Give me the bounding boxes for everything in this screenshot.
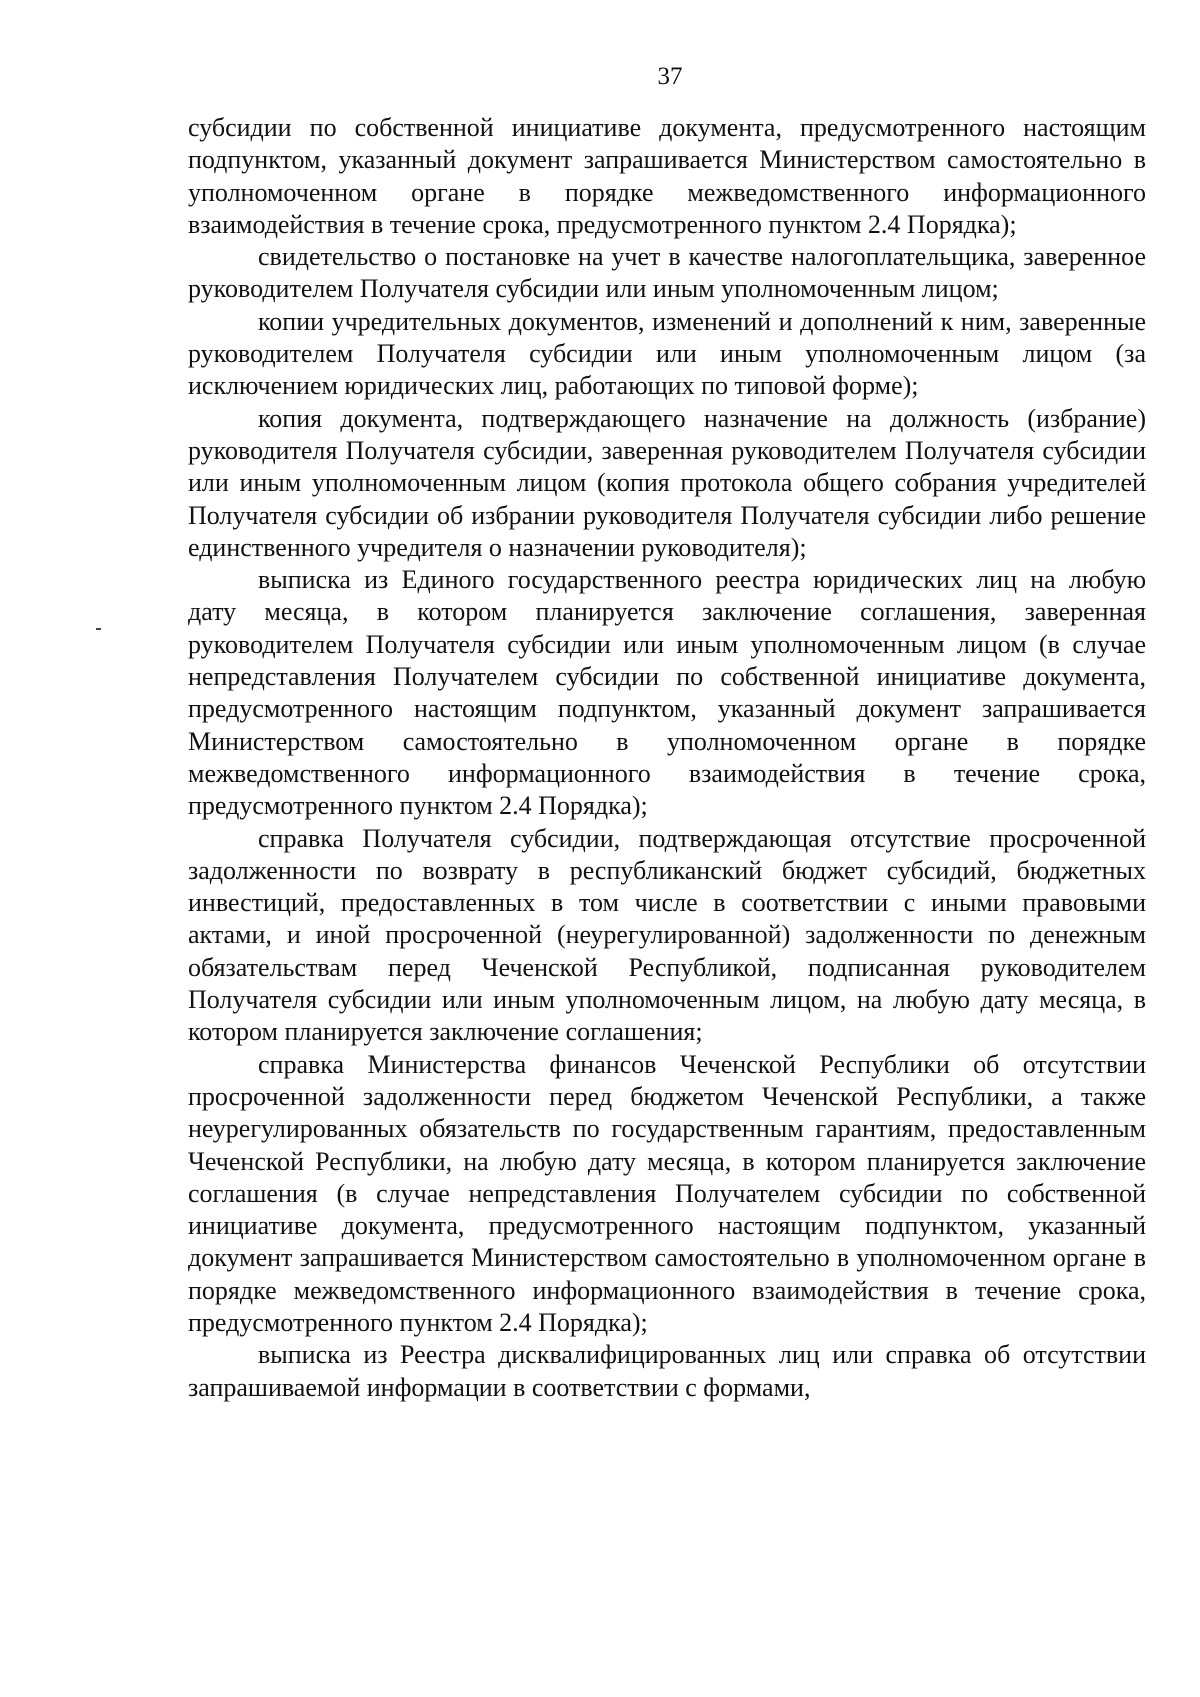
paragraph-finance-ministry-certificate: справка Министерства финансов Чеченской Республики об отсутствии просроченной задолженности перед бюджетом Чеченской Республики, а также неурегулированных обязательств по государственным гарантиям, предоставленным Чеченской Республики, на любую дату месяца, в котором планируется заключение соглашения (в случае непредставления Получателем субсидии по собственной инициативе документа, предусмотренного настоящим подпунктом, указанный документ запрашивается Министерством самостоятельно в уполномоченном органе в порядке межведомственного информационного взаимодействия в течение срока, предусмотренного пунктом 2.4 Порядка); [188, 1049, 1146, 1337]
document-body [188, 112, 1146, 1404]
paragraph-disqualified-registry: выписка из Реестра дисквалифицированных лиц или справка об отсутствии запрашиваемой информации в соответствии с формами, [188, 1340, 1146, 1402]
paragraph-continuation: субсидии по собственной инициативе документа, предусмотренного настоящим подпунктом, указанный документ запрашивается Министерством самостоятельно в уполномоченном органе в порядке межведомственного информационного взаимодействия в течение срока, предусмотренного пунктом 2.4 Порядка); [188, 113, 1146, 239]
page-number: 37 [657, 63, 683, 90]
paragraph-founding-documents: копии учредительных документов, изменений и дополнений к ним, заверенные руководителем Получателя субсидии или иным уполномоченным лицом (за исключением юридических лиц, работающих по типовой форме); [188, 306, 1146, 401]
scan-artifact-mark [96, 628, 101, 630]
paragraph-recipient-certificate: справка Получателя субсидии, подтверждающая отсутствие просроченной задолженности по возврату в республиканский бюджет субсидий, бюджетных инвестиций, предоставленных в том числе в соответствии с иными правовыми актами, и иной просроченной (неурегулированной) задолженности по денежным обязательствам перед Чеченской Республикой, подписанная руководителем Получателя субсидии или иным уполномоченным лицом, на любую дату месяца, в котором планируется заключение соглашения; [188, 823, 1146, 1047]
paragraph-egrul-extract: выписка из Единого государственного реестра юридических лиц на любую дату месяца, в котором планируется заключение соглашения, заверенная руководителем Получателя субсидии или иным уполномоченным лицом (в случае непредставления Получателем субсидии по собственной инициативе документа, предусмотренного настоящим подпунктом, указанный документ запрашивается Министерством самостоятельно в уполномоченном органе в порядке межведомственного информационного взаимодействия в течение срока, предусмотренного пунктом 2.4 Порядка); [188, 565, 1146, 821]
paragraph-tax-registration: свидетельство о постановке на учет в качестве налогоплательщика, заверенное руководителем Получателя субсидии или иным уполномоченным лицом; [188, 242, 1146, 304]
paragraph-appointment-document: копия документа, подтверждающего назначение на должность (избрание) руководителя Получателя субсидии, заверенная руководителем Получателя субсидии или иным уполномоченным лицом (копия протокола общего собрания учредителей Получателя субсидии об избрании руководителя Получателя субсидии либо решение единственного учредителя о назначении руководителя); [188, 403, 1146, 562]
